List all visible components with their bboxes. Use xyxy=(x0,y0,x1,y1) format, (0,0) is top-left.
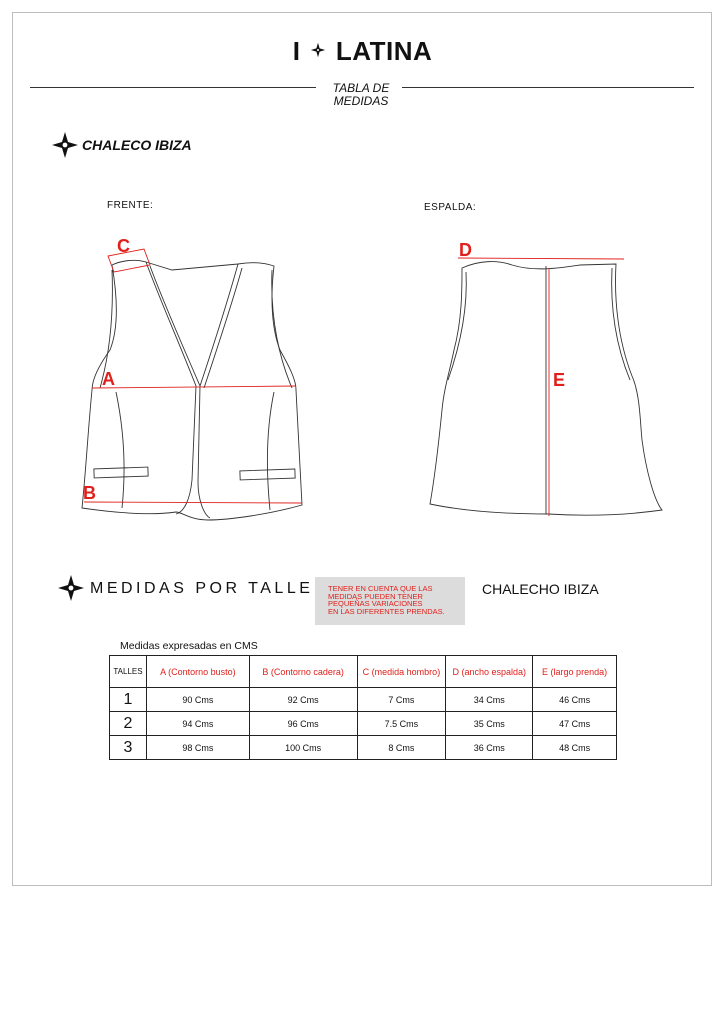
marker-e: E xyxy=(553,370,566,390)
note-line-1: TENER EN CUENTA QUE LAS xyxy=(328,584,433,593)
star-compass-icon xyxy=(57,574,85,602)
product-name-label: CHALECHO IBIZA xyxy=(482,581,599,597)
table-row xyxy=(110,712,617,736)
note-line-4: EN LAS DIFERENTES PRENDAS. xyxy=(328,606,445,616)
size-cell: 3 xyxy=(110,736,147,760)
header-sizes: TALLES xyxy=(110,656,147,688)
marker-b: B xyxy=(83,483,96,503)
bust-measure-line xyxy=(92,386,296,388)
header-back-width: D (ancho espalda) xyxy=(446,656,533,688)
subtitle-line-1: TABLA DE xyxy=(332,81,390,95)
table-cell: 100 Cms xyxy=(249,736,357,760)
marker-a: A xyxy=(102,369,115,389)
front-view-label: FRENTE: xyxy=(107,200,154,211)
vest-back-drawing xyxy=(430,262,662,516)
subtitle-line-2: MEDIDAS xyxy=(333,94,389,108)
size-cell: 2 xyxy=(110,712,147,736)
marker-c: C xyxy=(117,236,130,256)
note-line-3: PEQUEÑAS VARIACIONES xyxy=(328,599,423,608)
note-line-2: MEDIDAS PUEDEN TENER xyxy=(328,591,423,601)
table-cell: 96 Cms xyxy=(249,712,357,736)
header-length: E (largo prenda) xyxy=(533,656,617,688)
table-cell: 47 Cms xyxy=(533,712,617,736)
size-cell: 1 xyxy=(110,688,147,712)
header-shoulder: C (medida hombro) xyxy=(357,656,446,688)
table-cell: 90 Cms xyxy=(146,688,249,712)
table-header-row xyxy=(110,656,617,688)
back-measure-lines xyxy=(458,258,624,516)
table-cell: 7.5 Cms xyxy=(357,712,446,736)
vest-front-drawing xyxy=(82,260,302,520)
brand-prefix: I xyxy=(292,36,301,66)
table-cell: 7 Cms xyxy=(357,688,446,712)
table-row xyxy=(110,736,617,760)
table-cell: 8 Cms xyxy=(357,736,446,760)
table-cell: 46 Cms xyxy=(533,688,617,712)
sizes-section-title: MEDIDAS POR TALLE xyxy=(90,580,314,597)
product-title: CHALECO IBIZA xyxy=(82,137,192,153)
table-row xyxy=(110,688,617,712)
size-chart-table xyxy=(109,655,617,760)
table-cell: 94 Cms xyxy=(146,712,249,736)
marker-d: D xyxy=(459,240,472,260)
table-cell: 98 Cms xyxy=(146,736,249,760)
measure-markers xyxy=(83,236,565,503)
brand-name: LATINA xyxy=(335,36,433,66)
table-cell: 92 Cms xyxy=(249,688,357,712)
units-label: Medidas expresadas en CMS xyxy=(120,640,258,652)
header-hip: B (Contorno cadera) xyxy=(249,656,357,688)
table-cell: 36 Cms xyxy=(446,736,533,760)
table-cell: 34 Cms xyxy=(446,688,533,712)
header-bust: A (Contorno busto) xyxy=(146,656,249,688)
table-cell: 35 Cms xyxy=(446,712,533,736)
back-view-label: ESPALDA: xyxy=(424,202,477,213)
back-width-measure-line xyxy=(458,258,624,259)
table-cell: 48 Cms xyxy=(533,736,617,760)
variation-note-box xyxy=(315,577,465,625)
